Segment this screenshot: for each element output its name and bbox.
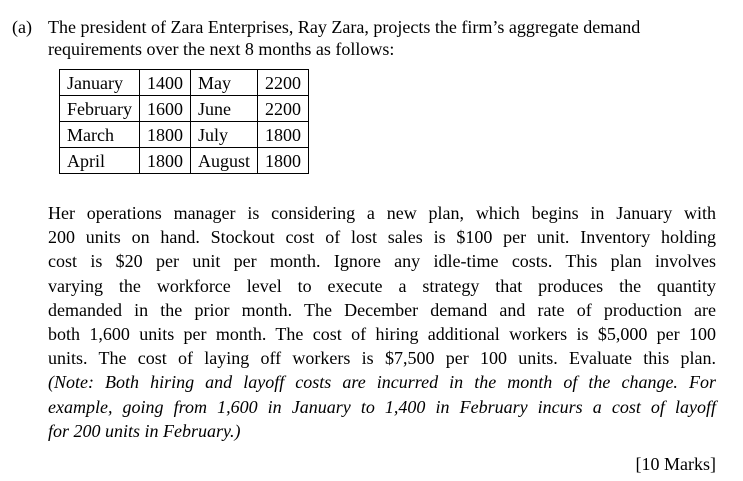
month-cell: May xyxy=(190,70,257,96)
body-line: 200 units on hand. Stockout cost of lost sales is $100 per unit. Inventory holding xyxy=(48,227,716,248)
month-cell: June xyxy=(190,96,257,122)
question-label: (a) xyxy=(12,17,32,37)
body-line: both 1,600 units per month. The cost of hiring additional workers is $5,000 per 100 xyxy=(48,324,716,345)
table-row xyxy=(60,96,309,122)
demand-cell: 2200 xyxy=(258,70,309,96)
table-row xyxy=(60,70,309,96)
note-line: for 200 units in February.) xyxy=(48,420,241,441)
question-intro xyxy=(48,16,728,60)
body-line: demanded in the prior month. The December demand and rate of production are xyxy=(48,299,716,320)
month-cell: March xyxy=(60,122,140,148)
intro-line: requirements over the next 8 months as follows: xyxy=(48,39,395,59)
intro-line: The president of Zara Enterprises, Ray Zara, projects the firm’s aggregate demand xyxy=(48,17,641,37)
note-line: (Note: Both hiring and layoff costs are incurred in the month of the change. For xyxy=(48,372,716,393)
body-line: cost is $20 per unit per month. Ignore any idle-time costs. This plan involves xyxy=(48,251,716,272)
month-cell: August xyxy=(190,148,257,174)
month-cell: April xyxy=(60,148,140,174)
body-line: varying the workforce level to execute a strategy that produces the quantity xyxy=(48,275,716,296)
demand-cell: 1800 xyxy=(258,122,309,148)
body-line: units. The cost of laying off workers is $7,500 per 100 units. Evaluate this plan. xyxy=(48,348,716,369)
question-body xyxy=(48,201,716,443)
month-cell: January xyxy=(60,70,140,96)
table-row xyxy=(60,122,309,148)
demand-cell: 1600 xyxy=(139,96,190,122)
demand-cell: 1800 xyxy=(139,148,190,174)
demand-cell: 1800 xyxy=(258,148,309,174)
demand-cell: 2200 xyxy=(258,96,309,122)
month-cell: July xyxy=(190,122,257,148)
table-row xyxy=(60,148,309,174)
marks-label: [10 Marks] xyxy=(635,454,716,474)
note-line: example, going from 1,600 in January to 1,400 in February incurs a cost of layoff xyxy=(48,396,716,417)
month-cell: February xyxy=(60,96,140,122)
demand-table xyxy=(59,69,309,174)
body-line: Her operations manager is considering a new plan, which begins in January with xyxy=(48,203,716,223)
demand-cell: 1800 xyxy=(139,122,190,148)
demand-cell: 1400 xyxy=(139,70,190,96)
